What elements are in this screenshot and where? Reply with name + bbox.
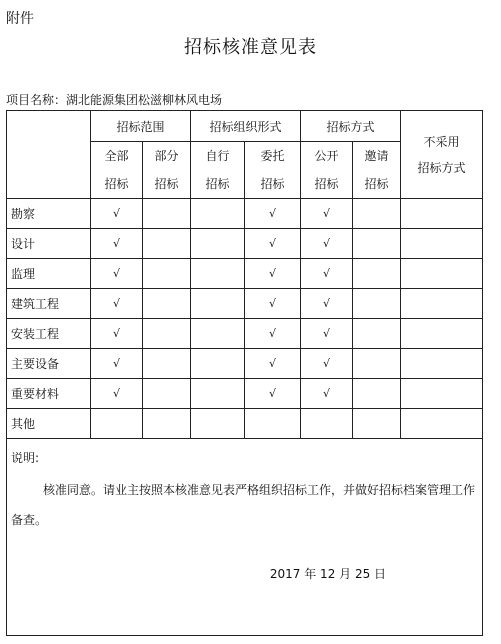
sub-header-line: 公开: [314, 149, 339, 163]
sub-header-line: 部分: [154, 149, 179, 163]
check-cell: [245, 409, 301, 439]
check-cell: √: [301, 349, 353, 379]
sub-header-full: [91, 142, 143, 199]
row-label: 其他: [7, 409, 91, 439]
check-cell: [91, 409, 143, 439]
check-cell: [401, 259, 483, 289]
sub-header-entrusted: [245, 142, 301, 199]
check-cell: [401, 199, 483, 229]
row-label: 监理: [7, 259, 91, 289]
check-cell: √: [245, 319, 301, 349]
check-cell: √: [91, 259, 143, 289]
check-cell: √: [245, 349, 301, 379]
sub-header-invited: [353, 142, 401, 199]
check-cell: √: [91, 199, 143, 229]
check-cell: [191, 319, 245, 349]
notes-row: [7, 439, 483, 636]
check-cell: [191, 379, 245, 409]
check-cell: [143, 289, 191, 319]
check-cell: [143, 229, 191, 259]
check-cell: √: [245, 229, 301, 259]
sub-header-line: 招标: [154, 177, 179, 191]
check-cell: [191, 199, 245, 229]
project-name: 项目名称：湖北能源集团松滋柳林风电场: [6, 93, 223, 107]
check-cell: [353, 199, 401, 229]
notes-body: 核准同意。请业主按照本核准意见表严格组织招标工作，并做好招标档案管理工作备查。: [11, 483, 476, 527]
header-method: 招标方式: [301, 111, 401, 142]
check-cell: [401, 379, 483, 409]
check-cell: [301, 409, 353, 439]
table-row: [7, 259, 483, 289]
row-label: 勘察: [7, 199, 91, 229]
check-cell: [191, 409, 245, 439]
check-cell: √: [91, 289, 143, 319]
row-label: 主要设备: [7, 349, 91, 379]
header-scope: 招标范围: [91, 111, 191, 142]
sub-header-line: 招标: [364, 177, 389, 191]
check-cell: [191, 349, 245, 379]
check-cell: √: [91, 229, 143, 259]
check-cell: √: [301, 229, 353, 259]
check-cell: [143, 319, 191, 349]
table-row: [7, 409, 483, 439]
check-cell: [353, 229, 401, 259]
table-row: [7, 319, 483, 349]
check-cell: [143, 199, 191, 229]
sub-header-partial: [143, 142, 191, 199]
group-header-row: [7, 111, 483, 142]
check-cell: [401, 349, 483, 379]
check-cell: [401, 319, 483, 349]
sub-header-line: 招标: [314, 177, 339, 191]
check-cell: [143, 349, 191, 379]
check-cell: √: [245, 259, 301, 289]
notes-cell: [7, 439, 483, 636]
check-cell: [401, 409, 483, 439]
check-cell: [353, 289, 401, 319]
check-cell: √: [245, 379, 301, 409]
check-cell: √: [301, 259, 353, 289]
check-cell: √: [91, 319, 143, 349]
check-cell: √: [301, 319, 353, 349]
row-label: 安装工程: [7, 319, 91, 349]
check-cell: [353, 379, 401, 409]
row-label: 重要材料: [7, 379, 91, 409]
check-cell: √: [245, 289, 301, 319]
not-adopted-line-1: 不采用: [423, 134, 460, 149]
check-cell: [353, 319, 401, 349]
sub-header-line: 委托: [260, 149, 285, 163]
row-label: 设计: [7, 229, 91, 259]
header-organization: 招标组织形式: [191, 111, 301, 142]
table-row: [7, 199, 483, 229]
sub-header-line: 邀请: [364, 149, 389, 163]
notes-label: 说明:: [11, 451, 40, 465]
check-cell: [191, 259, 245, 289]
check-cell: √: [245, 199, 301, 229]
sub-header-line: 自行: [205, 149, 230, 163]
sub-header-self: [191, 142, 245, 199]
check-cell: [353, 349, 401, 379]
check-cell: √: [91, 379, 143, 409]
check-cell: √: [301, 289, 353, 319]
sub-header-line: 招标: [260, 177, 285, 191]
header-not-adopted: [401, 111, 483, 199]
check-cell: [401, 229, 483, 259]
not-adopted-line-2: 招标方式: [417, 160, 466, 175]
check-cell: [401, 289, 483, 319]
check-cell: [143, 379, 191, 409]
attachment-label: 附件: [6, 11, 34, 27]
table-row: [7, 229, 483, 259]
sub-header-public: [301, 142, 353, 199]
check-cell: [143, 259, 191, 289]
sub-header-line: 全部: [104, 149, 129, 163]
row-label: 建筑工程: [7, 289, 91, 319]
check-cell: [143, 409, 191, 439]
check-cell: [353, 409, 401, 439]
notes-date: 2017 年 12 月 25 日: [269, 567, 387, 581]
check-cell: √: [301, 379, 353, 409]
check-cell: √: [91, 349, 143, 379]
check-cell: [191, 229, 245, 259]
table-row: [7, 349, 483, 379]
approval-table: [6, 110, 483, 636]
table-row: [7, 379, 483, 409]
document-title: 招标核准意见表: [184, 37, 317, 58]
check-cell: √: [301, 199, 353, 229]
sub-header-line: 招标: [205, 177, 230, 191]
header-corner-cell: [7, 111, 91, 199]
check-cell: [353, 259, 401, 289]
table-row: [7, 289, 483, 319]
sub-header-line: 招标: [104, 177, 129, 191]
check-cell: [191, 289, 245, 319]
